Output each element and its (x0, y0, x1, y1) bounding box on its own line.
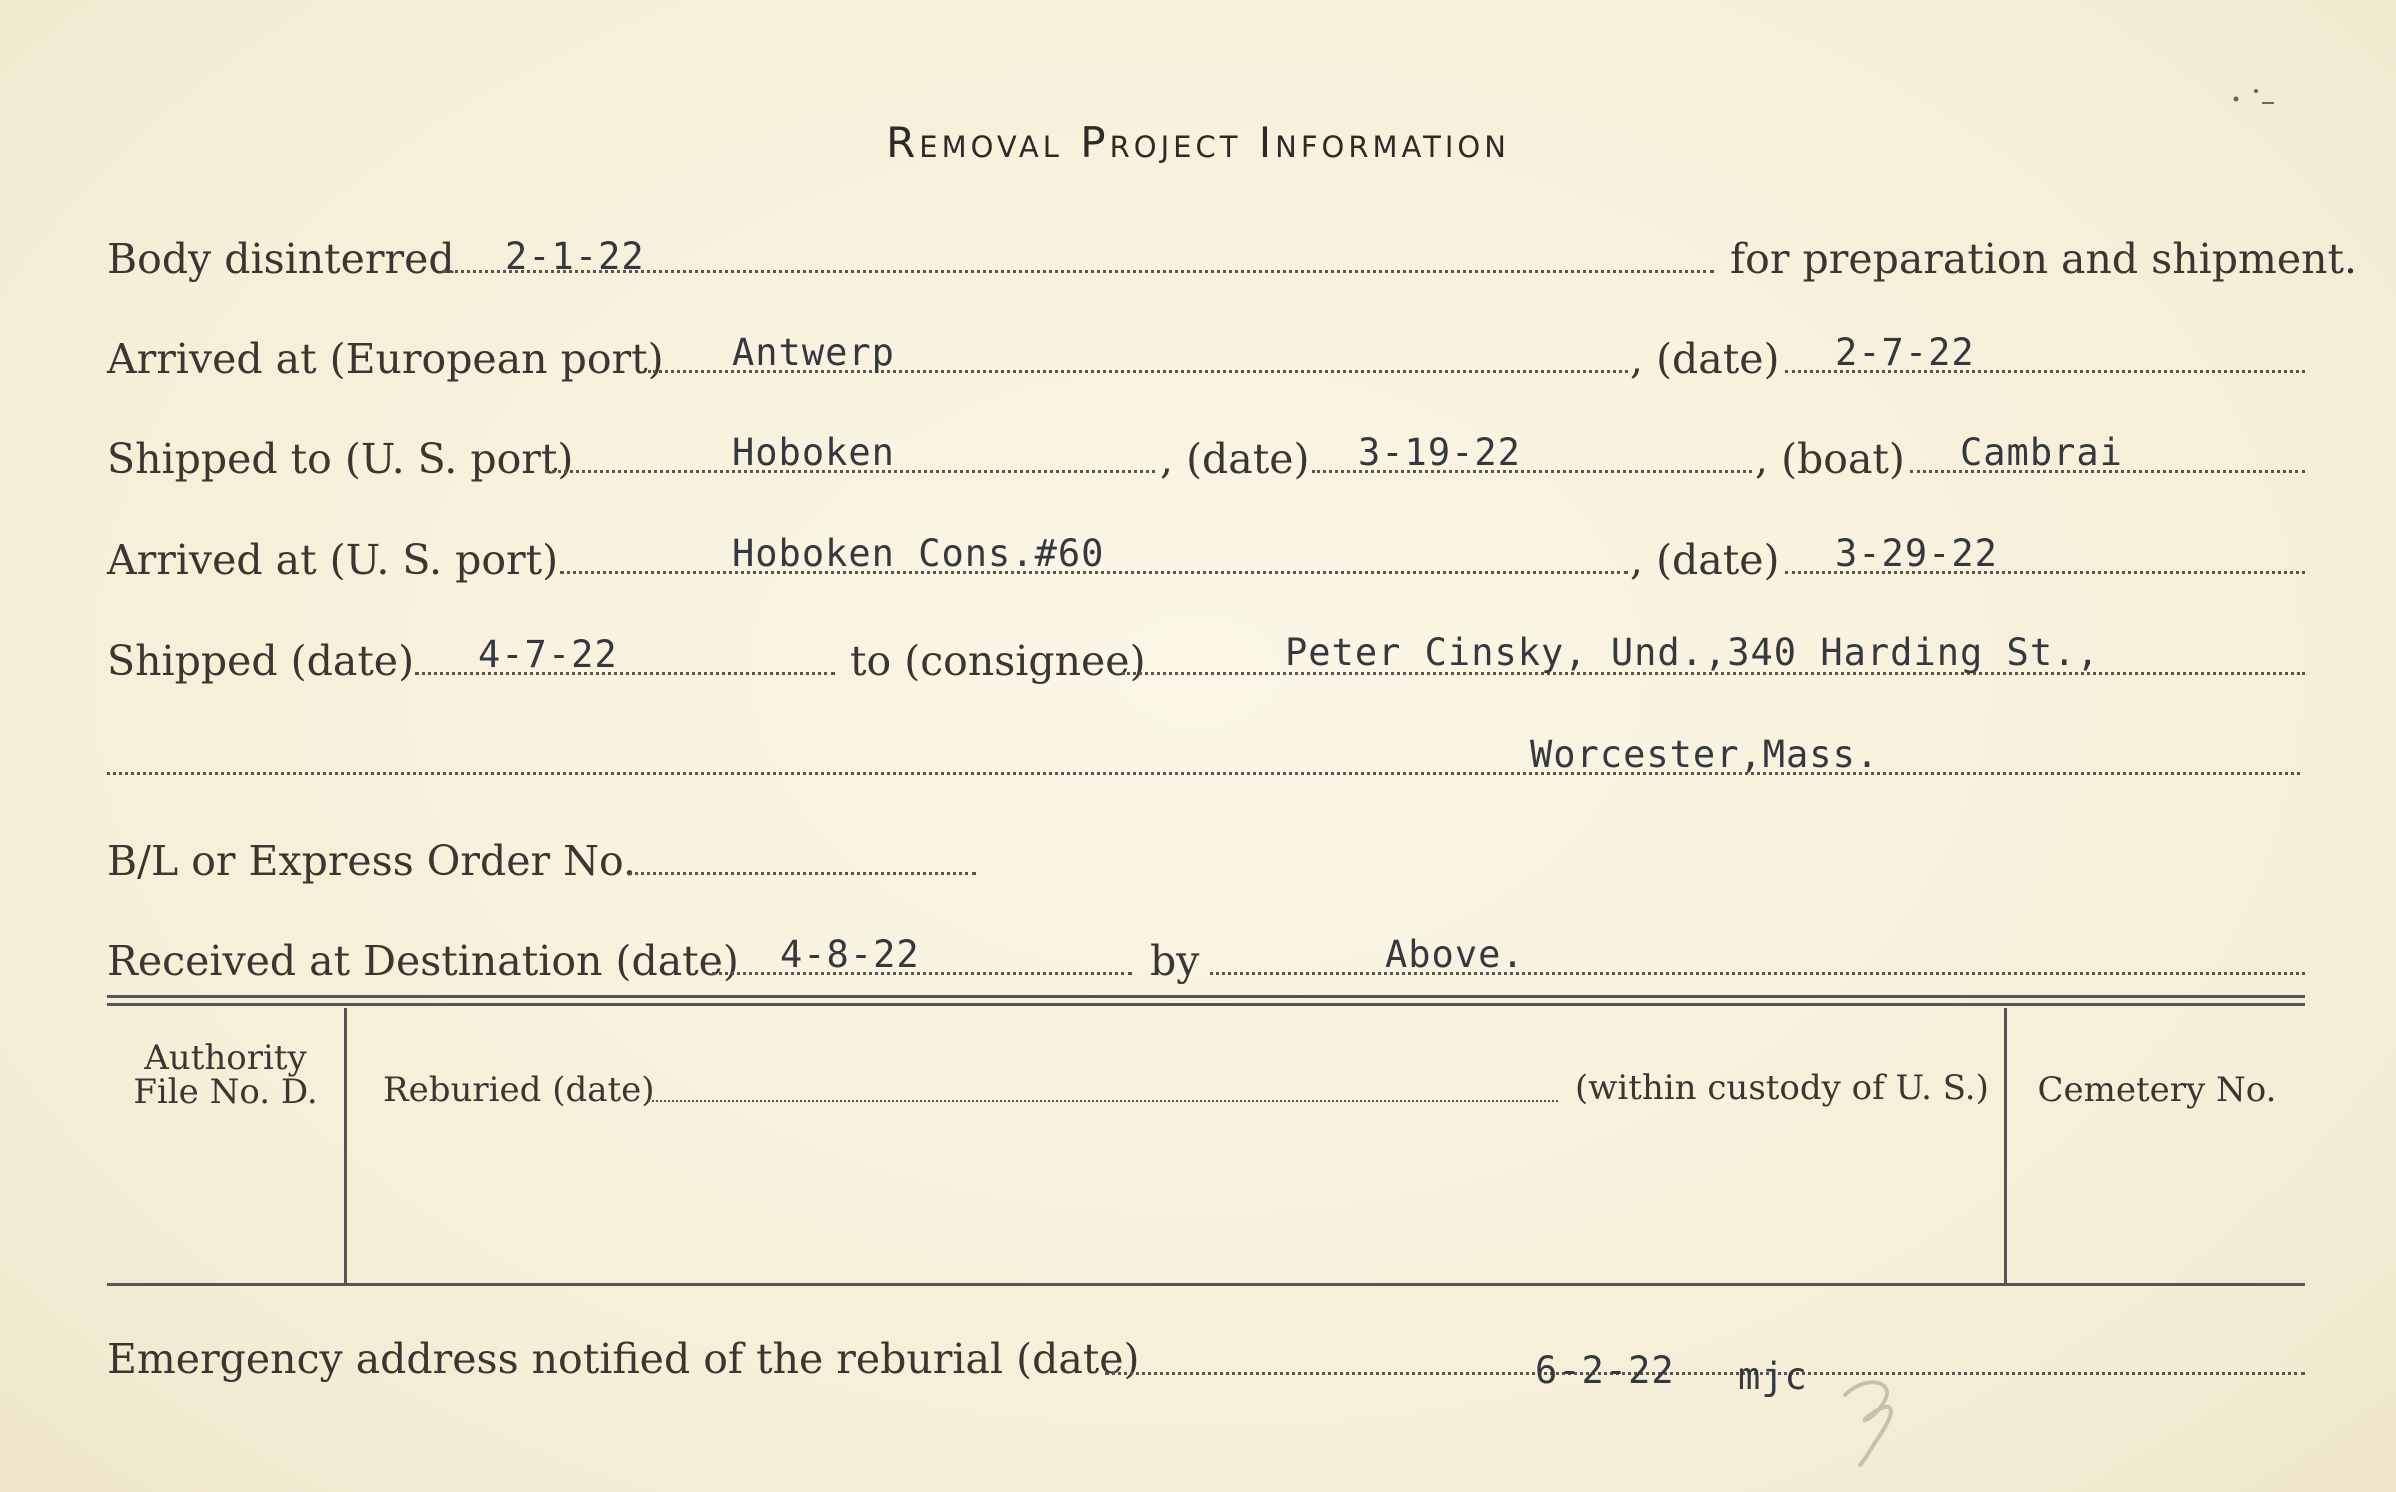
emergency-value: 6-2-22 (1535, 1349, 1675, 1392)
box-top-rule-2 (107, 1003, 2305, 1006)
arrived-us-date-value: 3-29-22 (1835, 532, 1998, 575)
box-top-rule (107, 995, 2305, 998)
shipped-date-value: 4-7-22 (478, 633, 618, 676)
arrived-us-value: Hoboken Cons.#60 (732, 532, 1105, 575)
box-divider-right (2004, 1008, 2007, 1283)
emergency-line (1105, 1372, 2305, 1375)
emergency-initials: mjc (1738, 1355, 1808, 1398)
shipped-us-date-label: , (date) (1160, 435, 1310, 483)
shipped-us-boat-value: Cambrai (1960, 431, 2123, 474)
arrived-us-date-label: , (date) (1630, 536, 1780, 584)
arrived-eu-date-value: 2-7-22 (1835, 331, 1975, 374)
emergency-label: Emergency address notified of the reburial (date) (107, 1335, 1140, 1383)
received-by-label: by (1150, 937, 1200, 985)
body-disinterred-value: 2-1-22 (505, 235, 645, 278)
consignee-value: Peter Cinsky, Und.,340 Harding St., (1285, 631, 2100, 674)
received-label: Received at Destination (date) (107, 937, 739, 985)
reburied-line (648, 1100, 1558, 1102)
form-title: Removal Project Information (886, 118, 1510, 167)
body-disinterred-suffix: for preparation and shipment. (1730, 235, 2358, 283)
authority-label-1: Authority (144, 1038, 307, 1078)
pencil-mark (1825, 1365, 1915, 1475)
arrived-eu-date-label: , (date) (1630, 335, 1780, 383)
received-by-value: Above. (1385, 933, 1525, 976)
received-value: 4-8-22 (780, 933, 920, 976)
received-by-line (1210, 972, 2305, 975)
arrived-eu-value: Antwerp (732, 331, 895, 374)
corner-specks (2230, 85, 2290, 115)
bl-line (628, 872, 976, 875)
body-disinterred-label: Body disinterred (107, 235, 455, 283)
shipped-us-value: Hoboken (732, 431, 895, 474)
custody-label: (within custody of U. S.) (1575, 1068, 1989, 1108)
shipped-us-boat-label: , (boat) (1755, 435, 1905, 483)
shipped-date-label: Shipped (date) (107, 637, 415, 685)
consignee-label: to (consignee) (850, 637, 1146, 685)
cemetery-label: Cemetery No. (2037, 1070, 2277, 1110)
box-divider-left (344, 1008, 347, 1283)
arrived-us-label: Arrived at (U. S. port) (107, 536, 559, 584)
shipped-us-label: Shipped to (U. S. port) (107, 435, 574, 483)
consignee-continuation-line (107, 772, 2300, 775)
shipped-us-date-value: 3-19-22 (1358, 431, 1521, 474)
reburied-label: Reburied (date) (383, 1070, 655, 1110)
consignee-value-2: Worcester,Mass. (1530, 733, 1880, 776)
arrived-eu-label: Arrived at (European port) (107, 335, 664, 383)
box-bottom-rule (107, 1283, 2305, 1286)
received-line (712, 972, 1132, 975)
authority-label-2: File No. D. (133, 1072, 318, 1112)
bl-label: B/L or Express Order No. (107, 837, 637, 885)
